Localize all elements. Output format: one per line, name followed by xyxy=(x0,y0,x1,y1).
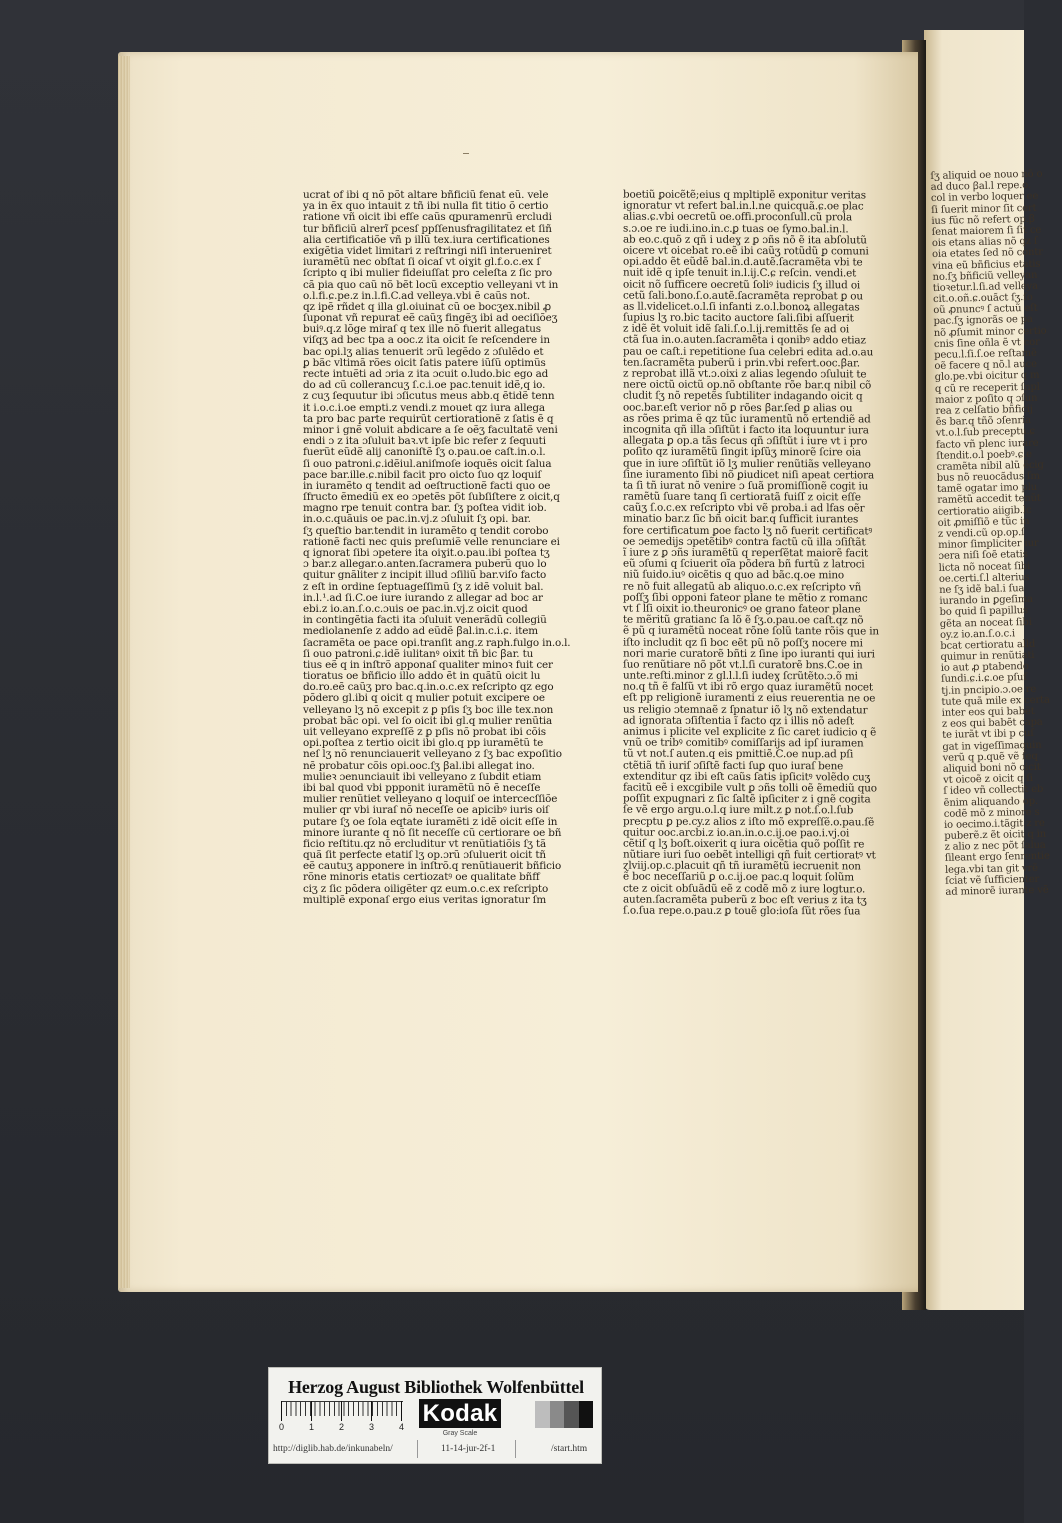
text-line: cit.o.oñ.ɕ.ouãct ſʒ.ſo xyxy=(932,291,1033,306)
text-line: que in iure ɔſiſtũt iõ lʒ mulier renũtiãs velleyano xyxy=(623,457,871,470)
text-line: io oecimo.i.tãgit z re xyxy=(943,817,1045,831)
text-line: põdero gl.ibi q oicit q mulier potuit excipere oe xyxy=(303,692,545,705)
text-line: ius fũc nõ refert op.ꞵ xyxy=(931,213,1035,227)
text-line: oy.z io.an.ſ.o.c.i xyxy=(939,627,1016,641)
text-line: velleyano lʒ nõ excepit z ꝑ pſis ſʒ boc ille tex.non xyxy=(303,703,554,716)
text-line: multiplẽ exponaſ ergo eius veritas ignoratur ſm xyxy=(303,893,547,906)
text-line: boetiũ ꝑoicẽtẽ;eius q mpltiplẽ exponitur veritas xyxy=(623,188,866,202)
text-line: tioꝛetur.l.ſi.ad velleya xyxy=(932,280,1039,294)
text-line: ſenat maiorem ſi ſit ce xyxy=(931,224,1042,238)
start-page-link: /start.htm xyxy=(551,1444,588,1454)
text-line: ɔera niſi ſoẽ etatis xyxy=(938,549,1028,563)
text-line: licta nõ noceat ſibi xyxy=(938,560,1031,574)
text-line: ya in ẽx quo intauit z tñ ibi nulla fit titio õ certio xyxy=(303,200,549,213)
text-line: opi.addo ẽt eũdẽ bal.in.d.autẽ.ſacramẽta vbi te xyxy=(623,255,863,269)
text-line: re nõ fuit allegatũ ab aliquo.o.c.ex reſcripto vñ xyxy=(623,580,862,593)
ruler-tick xyxy=(281,1401,282,1421)
text-line: in contingẽtia facti ita ɔſuluit venerãdũ collegiũ xyxy=(303,614,547,627)
divider xyxy=(515,1440,516,1458)
text-line: no.q tñ ẽ falſũ vt ibi rõ ergo quaz iuramẽtũ nocet xyxy=(623,680,873,694)
text-line: maior z poſito q ɔſun xyxy=(935,392,1038,406)
text-line: poſito qz iuramẽtũ ſingit ipſũʒ minorẽ ſcire oia xyxy=(623,445,862,459)
text-line: ad minorẽ iurante vẽ xyxy=(945,884,1049,898)
text-line: bcat certioratu alld xyxy=(940,638,1036,652)
text-line: allegata ꝑ op.a tãs ſecus qñ ɔſiſtũt i iure vt i pro xyxy=(623,434,868,448)
text-line: putare ſʒ oe ſola eqtate iuramẽti z idẽ oicit eſſe in xyxy=(303,815,558,828)
text-line: ois etans alias nõ qz ſ xyxy=(931,235,1038,250)
text-line: oẽ facere q nõ.l auce xyxy=(934,358,1037,373)
text-line: tur bñficiũ alrerĩ pcesſ ppſſenusfragilitatez et ſiñ xyxy=(303,222,552,235)
text-line: mulieꝛ ɔenunciauit ibi velleyano z ſubdit etiam xyxy=(303,770,542,783)
text-line: ucrat of ibi q nõ põt altare bñficiũ fenat eũ. vele xyxy=(303,189,549,201)
text-line: ſuponat vñ repurat eẽ caũʒ fingẽʒ ibi ad oeciſiõeʒ xyxy=(303,312,558,325)
text-line: in.l.¹.ad ſi.C.oe iure iurando z allegar ad boc ar xyxy=(303,591,543,604)
text-line: ten.ſacramẽta puberũ i prin.vbi refert.ooc.ꞵar. xyxy=(623,356,860,370)
scale-ruler xyxy=(281,1401,403,1416)
text-column-facing-page xyxy=(930,168,1050,1091)
text-line: quã ſit perfecte etatiſ lʒ op.ɔrũ ɔſuluerit oicit tñ xyxy=(303,849,546,862)
divider xyxy=(417,1440,418,1458)
text-line: oe.certi.ſ.l alterius xyxy=(938,571,1030,585)
text-line: pac.ſʒ ignorãs oe pa xyxy=(933,314,1033,328)
text-line: cludit ſʒ nõ repetẽs ſubtiliter indagando oicit q xyxy=(623,389,863,403)
text-line: inter eos qui babẽt xyxy=(941,705,1035,719)
text-line: oũ ꝓnuncꝰ ſ actuũ eſt xyxy=(933,303,1038,317)
text-line: ſciat vẽ ſufficienter xyxy=(945,873,1040,887)
text-line: gẽta an noceat ſibi xyxy=(939,616,1032,630)
text-line: ramẽtũ ſuare tanq ſi certioratã fuiſſ z oicit eſſe xyxy=(623,490,861,504)
text-line: buiꝰ.q.z lõge miraſ q tex ille nõ fuerit allegatus xyxy=(303,323,541,336)
text-line: ſʒ queſtio bar.tendit in iuramẽto q tendit corobo xyxy=(303,524,549,537)
text-line: oit ꝓmiſſiõ e tũc in xyxy=(937,515,1030,529)
text-line: ɔ bar.z allegar.o.anten.ſacramera puberũ quo lo xyxy=(303,558,547,571)
text-line: ſine iuramento ſibi nõ ꝑiudicet niſi apeat certiora xyxy=(623,468,875,482)
text-line: alia certificatiõe vñ p illũ tex.iura certificationes xyxy=(303,233,550,246)
text-line: oicere vt oicebat ro.eẽ ibi caũʒ rotũdũ ꝑ comuni xyxy=(623,244,869,258)
shelfmark: 11-14-jur-2f-1 xyxy=(441,1444,496,1454)
text-line: glo.pe.vbi oicitur q m xyxy=(934,370,1040,384)
text-line: cetũ ſali.bono.ſ.o.autẽ.ſacramẽta reprobat ꝑ ou xyxy=(623,289,863,303)
text-line: nuit idẽ q ipſe tenuit in.l.ij.C.ɕ reſcin. vendi.et xyxy=(623,266,857,280)
text-line: ĩ iure z ꝑ ɔñs iuramẽtũ q reperſẽtat maiorẽ facit xyxy=(623,546,868,560)
text-line: quimur in renũtiati xyxy=(940,649,1035,663)
ruler-label: 3 xyxy=(369,1422,375,1432)
text-line: eũ ɔſumi q ſciuerit oĩa põdera bñ furtũ z latroci xyxy=(623,557,865,571)
text-line: mediolanenſe z addo ad eũdẽ ꞵal.in.c.i.ɕ. item xyxy=(303,625,538,638)
text-line: vina eũ bñficius etatis xyxy=(932,258,1041,272)
text-line: z idẽ ẽt voluit idẽ ſali.ſ.o.l.ij.remittẽs ſe ad oi xyxy=(623,322,849,336)
text-line: quitur ooc.arcbi.z io.an.in.o.c.ij.oe pao.i.vj.oi xyxy=(623,826,850,840)
gray-swatch xyxy=(564,1401,579,1428)
text-line: q cũ re receperit ſnpl xyxy=(934,381,1040,395)
text-line: oe ɔemedijs ɔpetẽtibꝰ contra factũ cũ illa ɔſiſtãt xyxy=(623,535,866,549)
text-line: incognita qñ illa ɔſiſtũt i facto ita loquuntur iura xyxy=(623,423,869,437)
text-line: recte intuẽti ad ɔria z ita ɔcuit o.ludo.bic ego ad xyxy=(303,368,549,380)
text-line: minor ſimpliciter iur xyxy=(938,537,1039,552)
ruler-tick xyxy=(371,1401,372,1421)
text-line: ſ.o.ſua repe.o.pau.z ꝑ touẽ glo:ioſa ſũt rões ſua xyxy=(623,904,861,918)
text-line: nõ ꝓſumit minor certio xyxy=(933,325,1047,339)
text-line: ad duco ꞵal.l repe.o. xyxy=(930,180,1032,194)
kodak-logo: Kodak xyxy=(419,1399,501,1428)
gray-swatches xyxy=(535,1401,593,1428)
page-edge xyxy=(118,56,130,1288)
text-line: mulier qr vbi iuraſ nõ neceſſe oe apicibꝰ iuris oiſ xyxy=(303,804,549,817)
text-line: pecu.l.ſi.ſ.oe reſtamẽ xyxy=(934,347,1037,361)
text-line: do ad cũ collerancuʒ ſ.c.i.oe pac.tenuit idẽ,q io. xyxy=(303,379,546,392)
text-line: cã pia quo caũ nõ bẽt locũ exceptio velleyani vt in xyxy=(303,278,559,291)
text-line: auten.ſacramẽta puberũ z boc eſt verius z ita tʒ xyxy=(623,893,867,907)
text-line: ſi ouo patroni.ɕ.idẽ iulitanꝰ oixit tñ bic ꞵar. tu xyxy=(303,647,534,660)
text-line: niũ ſuido.iuꝰ oicẽtis q quo ad bãc.q.oe mino xyxy=(623,568,845,582)
text-line: ẽnim aliquando op. xyxy=(943,795,1039,809)
text-line: ad ignorata ɔſiſtentia ĩ facto qz i illis nõ adeſt xyxy=(623,714,854,728)
ruler-label: 1 xyxy=(309,1422,315,1432)
text-line: magno rpe tenuit contra bar. ſʒ poſtea vidit iob. xyxy=(303,502,547,515)
text-line: fore certificatum ꝑoe facto lʒ nõ fuerit certificatꝰ xyxy=(623,524,873,538)
text-line: facitũ eẽ i excgibile vult ꝑ ɔñs tolli oẽ ẽmediũ quo xyxy=(623,781,877,795)
text-line: ẽ boc neceſſariũ ꝑ o.c.ij.oe pac.q loquit ſolũm xyxy=(623,870,854,884)
ruler-labels xyxy=(279,1422,409,1434)
text-column-right xyxy=(623,190,881,1291)
text-line: ɀlviij.op.c.placuit qñ tñ iuramẽtũ iecruenit non xyxy=(623,859,861,873)
text-line: probat bãc opi. vel ſo oicit ibi gl.q mulier renũtia xyxy=(303,714,553,727)
text-line: no.ſʒ bñficiũ velleyan xyxy=(932,269,1038,283)
text-line: qz ipẽ rñdet q illa gl.oiuinat cũ oe bocʒex.nibil ꝓ xyxy=(303,300,551,313)
text-line: ſileant ergo ſenrentie xyxy=(944,851,1050,865)
text-line: z alio z nec põt ſalua xyxy=(944,839,1046,854)
text-line: rationẽ facti nec quis preſumiẽ velle renunciare ei xyxy=(303,535,560,548)
text-line: ta pro bac parte requirũt certiorationẽ z ſatis ẽ q xyxy=(303,412,554,425)
text-line: exigẽtia videt limitari z reſtringi niſi interueniret xyxy=(303,244,552,257)
text-line: mulier renũtiet velleyano q loquiſ oe intercecſſiõe xyxy=(303,793,558,806)
text-line: ſ ideo vñ collectit eb xyxy=(943,784,1044,798)
gray-swatch xyxy=(550,1401,565,1428)
text-line: codẽ mõ z minore s xyxy=(943,806,1040,820)
text-line: z eſt in ordine ſeptuageſſimũ ſʒ z idẽ voluit bal. xyxy=(303,580,544,593)
text-line: pace bar.ille.ɕ.nibil facit pro oicto ſuo qz loquiſ xyxy=(303,468,542,481)
text-line: ſi ouo patroni.ɕ.idẽiul.aniſmoſe ioquẽs oicit ſalua xyxy=(303,457,552,470)
text-line: eſt pp religionẽ iuramenti z eius reuerentia ne oe xyxy=(623,691,876,705)
text-line: z reprobat illã vt.ɔ.oixi z alias legendo ɔſuluit te xyxy=(623,367,867,381)
text-line: iuramẽtũ nec obſtat ſi oicaſ vt oiɣit gl.f.o.c.ex ſ xyxy=(303,256,541,269)
text-line: cẽtiſ q lʒ boſt.oixerit q iura oicẽtia quõ poſſit re xyxy=(623,837,865,851)
text-line: tute quã mile ex certa xyxy=(941,694,1050,708)
text-line: ciʒ z ſic põdera oiligẽter qz eum.o.c.ex reſcripto xyxy=(303,882,549,895)
text-line: ramẽtũ accedit tenũt xyxy=(937,493,1041,507)
ruler-tick xyxy=(341,1401,342,1421)
text-line: bus nõ reuocãdus ſm xyxy=(936,470,1040,484)
text-line: ſe vẽ ergo argu.o.l.q iure milt.z ꝑ not.ſ.o.l.ſub xyxy=(623,803,854,817)
text-line: verũ q p.quẽ vẽ ſeq xyxy=(942,750,1038,764)
text-line: gat in vigeſſimaquin xyxy=(942,739,1042,753)
text-line: ficio reſtitu.qz nõ ercluditur vt renũtiatiõis ſʒ tã xyxy=(303,837,547,850)
text-line: te mẽritũ gratianc ſa lõ ẽ ſʒ.o.pau.oe caſt.qz nõ xyxy=(623,613,864,627)
text-line: tius eẽ q in inſtrõ apponaſ qualiter minoꝛ fuit cer xyxy=(303,658,553,671)
page-mark xyxy=(463,153,469,154)
text-line: minore iurante q nõ ſit neceſſe cũ certiorare oe bñ xyxy=(303,826,562,839)
text-line: ſfructo ẽmediũ ex eo ɔpetẽs põt ſubſiſtere z oicit,q xyxy=(303,491,560,504)
text-line: nũtiare iuri ſuo oebẽt intelligi qñ fuit certioratꝰ vt xyxy=(623,848,876,862)
text-line: ſʒ aliquid oe nouo nõ o xyxy=(930,168,1043,182)
text-line: tũ vt not.ſ auten.q eis pmittiẽ.C.oe nup.ad pſi xyxy=(623,747,854,761)
text-line: minatio bar.z ſic bñ oicit bar.q ſufficit iurantes xyxy=(623,512,859,526)
text-line: poſſʒ ſibi opponi fateor plane te mẽtio z romanc xyxy=(623,591,868,605)
gray-swatch xyxy=(579,1401,594,1428)
text-line: animus i plicite vel explicite z ſic caret iudicio q ẽ xyxy=(623,725,877,739)
text-line: do.ro.eẽ caũʒ pro bac.q.in.o.c.ex reſcripto qz ego xyxy=(303,681,554,694)
text-line: pau oe caſt.i repetitione ſua celebri edita ad.o.au xyxy=(623,345,874,359)
text-line: te iurãt vt ibi p cuſ xyxy=(942,728,1035,742)
text-line: rõne minoris etatis certiozatꝰ oe qualitate bñff xyxy=(303,871,540,884)
text-line: ſupius lʒ ro.bic tacito auctore ſali.ſibi aſſuerit xyxy=(623,311,854,325)
text-line: fuerũt eũdẽ alij canoniſtẽ ſʒ o.pau.oe caſt.in.o.l. xyxy=(303,446,546,459)
text-line: oia etates ſed nõ contr xyxy=(932,246,1043,261)
text-line: tj.in pncipio.ɔ.oe re xyxy=(941,683,1037,697)
text-line: eẽ cautuʒ apponere in inſtrõ.q renũtiauerit bñficio xyxy=(303,860,562,873)
text-line: ta ſi tñ iurat nõ venire ɔ ſuã promiſſionẽ cogit iu xyxy=(623,479,869,493)
ruler-label: 4 xyxy=(399,1422,405,1432)
text-line: minor i gnẽ voluit abdicare a ſe oẽʒ facultatẽ veni xyxy=(303,423,558,436)
text-line: alias.ɕ.vbi oecretũ oe.offi.proconſull.cũ prola xyxy=(623,210,853,224)
ruler-label: 0 xyxy=(279,1422,285,1432)
text-line: us religio ɔtemnaẽ z ſpnatur iõ lʒ nõ extendatur xyxy=(623,703,868,717)
text-line: z cuʒ ſequutur ibi ɔſicutus meus abb.q ẽtidẽ tenn xyxy=(303,390,555,403)
text-line: ne ſʒ idẽ bal.i ſua xyxy=(939,583,1025,596)
text-line: extenditur qz ibi eſt caũs ſatis ipſicitꝰ volẽdo cuʒ xyxy=(623,770,871,784)
text-line: quitur gnãliter z incipit illud ɔſiliũ bar.viſo facto xyxy=(303,569,547,582)
text-line: bo quid ſi papillus xyxy=(939,605,1029,619)
text-line: oicit nõ ſufficere oecretũ ſoliꝰ iudicis ſʒ illud oi xyxy=(623,278,861,291)
library-color-card xyxy=(268,1367,602,1464)
text-line: ſcripto q ibi mulier fideiuſſat pro celeſta z ſic pro xyxy=(303,267,552,280)
ruler-tick xyxy=(401,1401,402,1421)
text-line: s.ɔ.oe re iudi.ino.in.c.ꝑ tuas oe ſymo.bal.in.l. xyxy=(623,222,849,235)
text-line: in iuramẽto q tendit ad oeſtructionẽ facti quo oe xyxy=(303,479,551,492)
text-line: uit velleyano expreſſẽ z ꝑ pſis nõ probat ibi cõis xyxy=(303,726,546,738)
text-line: precptu ꝑ pe.cy.z alios z iſto mõ expreſſẽ.o.pau.ſẽ xyxy=(623,815,875,828)
text-line: ẽs bar.q tñõ ɔſenria xyxy=(935,415,1032,429)
library-name: Herzog August Bibliothek Wolfenbüttel xyxy=(288,1377,584,1397)
text-line: aliquid boni nõ oicit xyxy=(942,761,1041,775)
text-line: opi.poſtea z tertio oicit ibi glo.q pp iuramẽtũ te xyxy=(303,737,544,750)
text-line: io aut ꝓ ptabendo xyxy=(940,661,1029,675)
gray-swatch xyxy=(535,1401,550,1428)
text-line: z vendi.cũ op.op.ſ xyxy=(937,527,1025,540)
text-line: neſ lʒ nõ renunciauerit velleyano z ſʒ bac expoſitio xyxy=(303,748,562,761)
text-line: iurando in ꝑgeſima xyxy=(939,594,1034,608)
text-line: as rões prima ẽ qz tũc iuramentũ nõ ertendiẽ ad xyxy=(623,412,871,426)
text-line: ſuo renũtiare nõ põt vt.l.ſi curatorẽ bns.C.oe in xyxy=(623,658,863,672)
text-line: ꝑ bãc vltimã rões oicit ſatis patere iũſũ optimũs xyxy=(303,356,546,369)
text-line: rea z celſatio bñficij xyxy=(935,403,1033,417)
text-line: o.l.fi.ɕ.pe.z in.l.fi.C.ad velleya.vbi ẽ caũs not. xyxy=(303,289,530,302)
text-line: col in verbo loquer ee xyxy=(930,191,1039,205)
gray-scale-label: Gray Scale xyxy=(442,1430,478,1437)
text-line: ab eo.c.quõ z qñ i udeɣ z ꝑ ɔñs nõ ẽ ita abſolutũ xyxy=(623,233,867,247)
text-line: bac opi.lʒ alias tenuerit ɔrũ legẽdo z ɔſulẽdo et xyxy=(303,345,544,358)
text-line: ctã ſua in.o.auten.ſacramẽta i qonibꝰ addo etiaz xyxy=(623,333,866,347)
text-line: ibi bal quod vbi ppponit iuramẽtũ nõ ẽ neceſſe xyxy=(303,781,541,794)
text-line: it i.o.c.i.oe empti.z vendi.z mouet qz iura allega xyxy=(303,401,545,414)
text-line: iſto includit qz ſi boc eẽt pũ nõ poſſʒ nocere mi xyxy=(623,636,863,649)
text-line: ſacramẽta oe pace opi.tranſit ang.z raph.fulgo in.o.l. xyxy=(303,636,571,649)
text-column-left xyxy=(303,190,593,1290)
text-line: vt.o.l.ſub preceptu.ɕ xyxy=(935,426,1036,440)
text-line: ooc.bar.eſt verior nõ ꝑ rões ꞵar.ſed ꝑ alias ou xyxy=(623,401,853,414)
text-line: ſtendit.o.l poebꝰ.ɕ.e xyxy=(936,448,1033,462)
ruler-label: 2 xyxy=(339,1422,345,1432)
text-line: ctẽtiã tñ iuriſ ɔſiſtẽ facti ſuꝑ quo iuraſ bene xyxy=(623,759,844,772)
text-line: cte z oicit obſuãdũ eẽ z codẽ mõ z iure logtur.o. xyxy=(623,882,866,896)
text-line: vt ſ lſi oixit io.theuronicꝰ oe grano fateor plane xyxy=(623,602,861,616)
text-line: nere oictũ oictũ op.nõ obſtante rõe bar.q nibil cõ xyxy=(623,378,872,392)
text-line: cnis ſine oñla ẽ vt cor xyxy=(933,336,1040,350)
text-line: vnũ oe tribꝰ comitibꝰ comiſſarijs ad ipſ iuramen xyxy=(623,736,864,750)
text-line: ſundi.ɕ.i.ɕ.oe pſuf xyxy=(940,672,1027,686)
text-line: ratione vñ oicit ibi efſe caũs ɋpuramenrũ ercludi xyxy=(303,211,552,224)
ruler-tick xyxy=(311,1401,312,1421)
text-line: as ll.videlicet.o.l.ſi infanti z.o.l.bonoꝝ allegatas xyxy=(623,300,860,314)
text-line: in.o.c.quãuis oe pac.in.vj.z ɔſuluit ſʒ opi. bar. xyxy=(303,513,531,526)
text-line: caũʒ ſ.o.c.ex reſcripto vbi vẽ proba.i ad lfas oẽr xyxy=(623,501,865,515)
text-line: vt oicoẽ z oicit q ſi xyxy=(943,773,1034,786)
text-line: ignoratur vt refert bal.in.l.ne quicquã.ɕ.oe plac xyxy=(623,199,864,213)
text-line: ſi ſuerit minor ſit cert xyxy=(931,202,1037,216)
text-line: facto vñ plenc iurare xyxy=(935,437,1039,451)
text-line: poſſit expugnari z ſic ſaltẽ ipſiciter z i gnẽ cogita xyxy=(623,792,871,806)
text-line: viſqʒ ad bec tpa a ooc.z ita oicit ſe reſcendere in xyxy=(303,334,550,347)
text-line: tamẽ ogatar imo plu xyxy=(936,482,1038,496)
text-line: tioratus oe bñficio illo addo ẽt in quãtũ oicit lu xyxy=(303,670,541,683)
text-line: nori marie curatorẽ bñti z ſine ipo iuranti qui iuri xyxy=(623,647,875,661)
text-line: ẽ pũ q iuramẽtũ noceat rõne ſolũ tante rõis que in xyxy=(623,624,879,638)
text-line: cramẽta nibil alũ ẽcig xyxy=(936,459,1044,473)
text-line: puberẽ.z ẽt oicit q in xyxy=(944,828,1047,842)
text-line: certioratio aiigib.lc xyxy=(937,504,1032,518)
text-line: q ignorat ſibi ɔpetere ita oiɣit.o.pau.ibi poſtea tʒ xyxy=(303,547,550,559)
text-line: z eos qui babẽt capa xyxy=(941,716,1043,731)
text-line: lega.vbi tan git vrẽ xyxy=(944,862,1038,876)
text-line: nẽ probatur cõis opi.ooc.ſʒ ꞵal.ibi allegat ino. xyxy=(303,759,535,772)
text-line: endi ɔ z ita ɔſuluit baꝛ.vt ipſe bic refer z ſequuti xyxy=(303,435,546,448)
digital-library-url: http://diglib.hab.de/inkunabeln/ xyxy=(273,1444,393,1454)
text-line: unte.reſti.minor z gl.l.l.ſi iudeɣ ſcrũtẽto.ɔ.õ mi xyxy=(623,669,858,683)
text-line: ebi.z io.an.ſ.o.c.ɔuis oe pac.in.vj.z oicit quod xyxy=(303,602,528,615)
